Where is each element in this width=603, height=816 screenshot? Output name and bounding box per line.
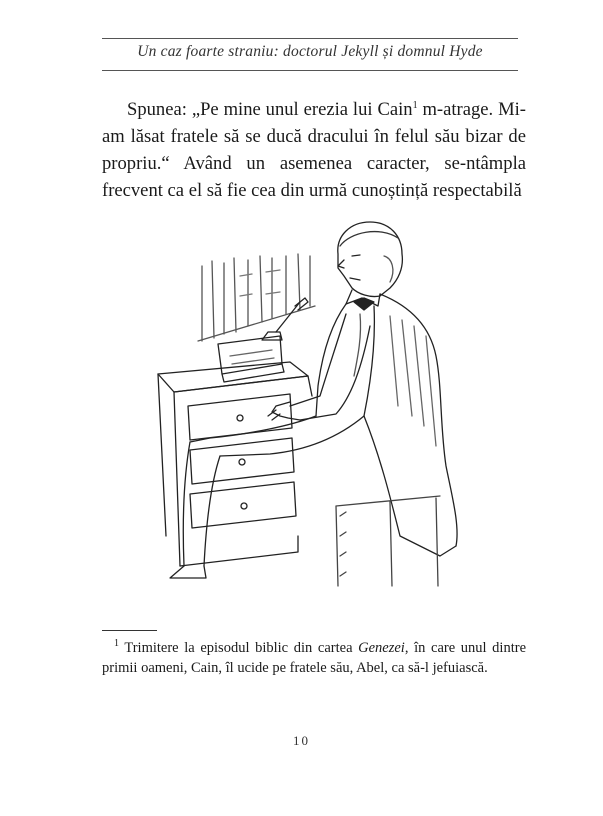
- footnote-text-end: , în care unul dintre primii oameni, Cain, îl ucide pe fratele său, Abel, ca să-l jefuiască.: [102, 640, 527, 676]
- paragraph-text-start: Spunea: „Pe mine unul erezia lui Cain: [127, 99, 413, 120]
- footnote-text-start: Trimitere la episodul biblic din cartea: [119, 640, 359, 656]
- header-rule-bottom: [102, 70, 518, 71]
- footnote-book-title: Genezei: [358, 640, 405, 656]
- desk: [158, 362, 312, 566]
- running-head: Un caz foarte straniu: doctorul Jekyll și domnul Hyde: [137, 43, 483, 60]
- footnote-rule: [102, 630, 157, 631]
- footnote-reference[interactable]: 1: [412, 99, 418, 111]
- footnote: [102, 638, 526, 678]
- paragraph: [102, 96, 526, 204]
- illustration-man-at-desk: [140, 206, 470, 596]
- footnote-marker: 1: [114, 638, 119, 650]
- footnote-text: [102, 638, 526, 678]
- paragraph-text-rest: m-atrage. Mi-am lăsat fratele să se ducă dracului în felul său bizar de propriu.“ Având un asemenea caracter, se-ntâmpla frecvent ca el să fie cea din urmă cunoștință respectabilă: [102, 99, 526, 201]
- bookshelf: [198, 254, 315, 341]
- seated-man: [170, 222, 457, 586]
- body-text: [102, 96, 526, 204]
- header-rule-top: [102, 38, 518, 39]
- desk-items: [218, 298, 308, 382]
- page-number: 10: [293, 733, 310, 748]
